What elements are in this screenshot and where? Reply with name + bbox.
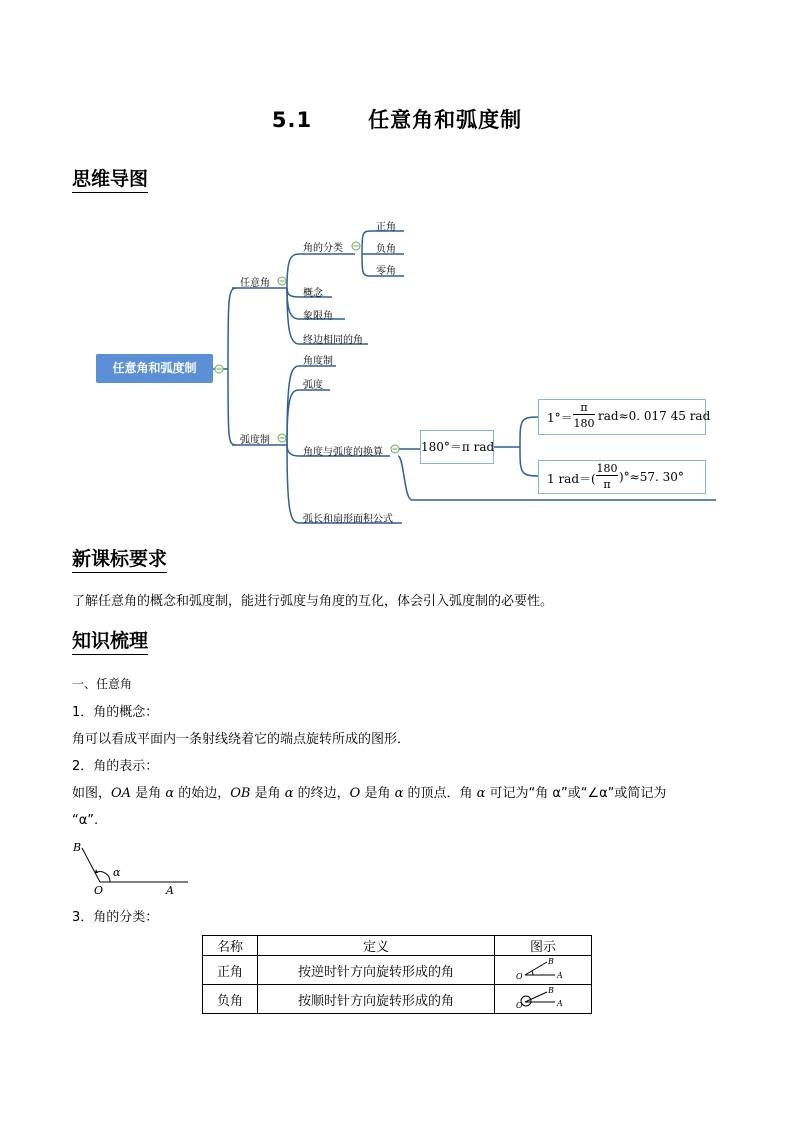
fig-label-B: B: [548, 986, 554, 995]
formula-f2-denominator: π: [603, 478, 611, 491]
standards-text: 了解任意角的概念和弧度制，能进行弧度与角度的互化，体会引入弧度制的必要性。: [72, 594, 554, 609]
text-span: 是角: [250, 786, 285, 801]
fig-label-A: A: [557, 971, 563, 980]
text-span: 是角: [360, 786, 395, 801]
knowledge-item-2: 2．角的表示：: [72, 759, 159, 774]
mindmap-node-positive[interactable]: 正角: [376, 222, 396, 233]
mindmap-node-degree[interactable]: 角度制: [303, 356, 333, 367]
angle-classification-table: [202, 935, 592, 1014]
fig-label-O: O: [94, 884, 104, 897]
table-row: [203, 985, 592, 1014]
symbol-alpha: α: [165, 786, 175, 801]
fig-label-alpha: α: [113, 866, 121, 879]
knowledge-item-2-line2: “α”.: [72, 813, 99, 828]
fig-label-A: A: [166, 884, 174, 897]
mindmap-root-node[interactable]: 任意角和弧度制: [96, 354, 213, 383]
mindmap-node-quadrant[interactable]: 象限角: [303, 311, 333, 322]
title-text: 任意角和弧度制: [368, 108, 523, 132]
text-span: 的终边，: [293, 786, 350, 801]
symbol-alpha: α: [394, 786, 404, 801]
fig-label-A: A: [557, 999, 563, 1008]
mindmap-node-arbitrary-angle[interactable]: 任意角: [240, 278, 270, 289]
knowledge-heading-1: 一、任意角: [72, 677, 133, 691]
table-cell-name: 负角: [203, 985, 258, 1014]
formula-radian-to-degree: [538, 460, 706, 494]
section-knowledge-heading: 知识梳理: [72, 629, 148, 655]
knowledge-item-2-text: [72, 784, 666, 804]
formula-main: 180°＝π rad: [420, 430, 494, 464]
label-O: O: [349, 786, 361, 801]
formula-f2-numerator: 180: [596, 462, 618, 475]
symbol-alpha: α: [476, 786, 486, 801]
section-mindmap-heading: 思维导图: [72, 167, 148, 193]
fig-label-B: B: [73, 841, 82, 854]
label-OB: OB: [230, 786, 251, 801]
table-header: 名称: [203, 936, 258, 956]
formula-f1-numerator: π: [573, 401, 595, 415]
symbol-alpha: α: [284, 786, 294, 801]
table-row: [203, 956, 592, 985]
table-cell-definition: 按顺时针方向旋转形成的角: [258, 985, 495, 1014]
negative-angle-figure: [513, 985, 573, 1009]
positive-angle-figure: [513, 956, 573, 980]
formula-f1-left: 1°＝: [547, 411, 573, 425]
knowledge-item-1: 1．角的概念：: [72, 705, 159, 720]
text-span: 如图，: [72, 786, 112, 801]
mindmap-node-negative[interactable]: 负角: [376, 244, 396, 255]
angle-figure: [70, 838, 190, 898]
label-OA: OA: [111, 786, 132, 801]
formula-f2-right: )°≈57. 30°: [619, 470, 684, 484]
section-standards-heading: 新课标要求: [72, 547, 167, 573]
fig-label-B: B: [548, 957, 554, 966]
table-cell-figure: [495, 985, 592, 1014]
table-header: 定义: [258, 936, 495, 956]
formula-f1-denominator: 180: [573, 417, 595, 430]
formula-f1-right: rad≈0. 017 45 rad: [598, 409, 711, 423]
table-cell-name: 正角: [203, 956, 258, 985]
text-span: 可记为“角 α”或“∠α”或简记为: [485, 786, 667, 801]
table-header: 图示: [495, 936, 592, 956]
mindmap-node-coterminal[interactable]: 终边相同的角: [303, 335, 363, 346]
text-span: 是角: [131, 786, 166, 801]
text-span: 的始边，: [174, 786, 231, 801]
table-cell-definition: 按逆时针方向旋转形成的角: [258, 956, 495, 985]
mindmap-node-zero[interactable]: 零角: [376, 266, 396, 277]
mindmap-node-arc-formula[interactable]: 弧长和扇形面积公式: [303, 514, 393, 525]
mindmap-node-radian[interactable]: 弧度: [303, 380, 323, 391]
mindmap-connectors: [0, 0, 794, 540]
text-span: 的顶点．角: [403, 786, 477, 801]
knowledge-item-1-text: 角可以看成平面内一条射线绕着它的端点旋转所成的图形．: [72, 732, 411, 747]
knowledge-item-3: 3．角的分类：: [72, 910, 159, 925]
table-header-row: [203, 936, 592, 956]
mindmap-node-radian-system[interactable]: 弧度制: [240, 435, 270, 446]
mindmap-node-classification[interactable]: 角的分类: [303, 243, 343, 254]
fig-label-O: O: [516, 1001, 523, 1009]
formula-f2-left: 1 rad＝(: [547, 472, 596, 486]
table-cell-figure: [495, 956, 592, 985]
formula-degree-to-radian: [538, 399, 711, 435]
title-number: 5.1: [271, 108, 313, 132]
fig-label-O: O: [516, 972, 523, 980]
mindmap-node-concept[interactable]: 概念: [303, 288, 323, 299]
mindmap-node-conversion[interactable]: 角度与弧度的换算: [303, 447, 383, 458]
